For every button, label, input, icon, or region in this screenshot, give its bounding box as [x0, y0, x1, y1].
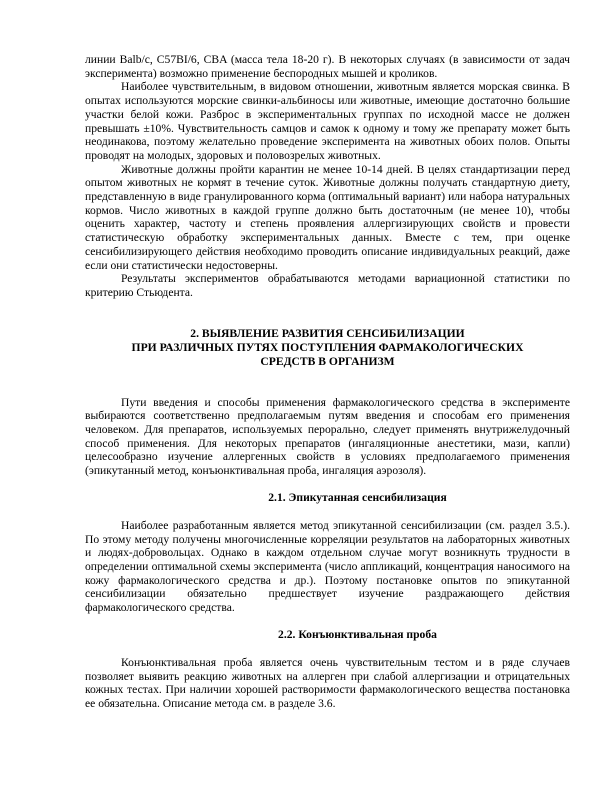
paragraph-animal-lines: линии Balb/c, C57BI/6, CBA (масса тела 18-20 г). В некоторых случаях (в зависимости от задач эксперимента) возможно применение беспородных мышей и кроликов. [85, 53, 570, 80]
paragraph-guinea-pig: Наиболее чувствительным, в видовом отношении, животным является морская свинка. В опытах используются морские свинки-альбиносы или животные, имеющие достаточно большие участки белой кожи. Разброс в экспериментальных группах по исходной массе не должен превышать ±10%. Чувствительность самцов и самок к одному и тому же препарату может быть неодинакова, поэтому желательно проведение эксперимента на животных обоих полов. Опыты проводят на молодых, здоровых и половозрелых животных. [85, 80, 570, 162]
document-page [85, 53, 570, 711]
section-2-title-line-3: СРЕДСТВ В ОРГАНИЗМ [260, 354, 395, 368]
section-2-1-title: 2.1. Эпикутанная сенсибилизация [268, 490, 447, 504]
section-2-title-line-2: ПРИ РАЗЛИЧНЫХ ПУТЯХ ПОСТУПЛЕНИЯ ФАРМАКОЛОГИЧЕСКИХ [131, 340, 524, 354]
section-2-heading [85, 327, 570, 369]
section-2-intro: Пути введения и способы применения фармакологического средства в эксперименте выбираются соответственно предполагаемым путям введения и способам его применения человеком. Для препаратов, используемых перорально, следует применять внутрижелудочный способ применения. Для некоторых препаратов (ингаляционные анестетики, мази, капли) целесообразно изучение аллергенных свойств в условиях предполагаемого применения (эпикутанный метод, конъюнктивальная проба, ингаляция аэрозоля). [85, 395, 570, 478]
section-2-1-text: Наиболее разработанным является метод эпикутанной сенсибилизации (см. раздел 3.5.). По этому методу получены многочисленные корреляции результатов на лабораторных животных и людях-добровольцах. Однако в каждом отдельном случае могут возникнуть трудности в определении оптимальной схемы эксперимента (число аппликаций, концентрация наносимого на кожу фармакологического средства и др.). Поэтому постановке опытов по эпикутанной сенсибилизации обязательно предшествует изучение раздражающего действия фармакологического средства. [85, 518, 570, 615]
section-2-title-line-1: 2. ВЫЯВЛЕНИЕ РАЗВИТИЯ СЕНСИБИЛИЗАЦИИ [190, 326, 465, 340]
paragraph-statistics: Результаты экспериментов обрабатываются методами вариационной статистики по критерию Стьюдента. [85, 272, 570, 299]
section-2-2-title: 2.2. Конъюнктивальная проба [278, 627, 437, 641]
paragraph-quarantine: Животные должны пройти карантин не менее 10-14 дней. В целях стандартизации перед опытом животных не кормят в течение суток. Животные должны получать стандартную диету, представленную в виде гранулированного корма (оптимальный вариант) или набора натуральных кормов. Число животных в каждой группе должно быть достаточным (не менее 10), чтобы оценить характер, частоту и степень проявления аллергизирующих свойств и провести статистическую обработку экспериментальных данных. Вместе с тем, при оценке сенсибилизирующего действия необходимо проводить описание индивидуальных реакций, даже если они статистически недостоверны. [85, 162, 570, 272]
section-2-2-text: Конъюнктивальная проба является очень чувствительным тестом и в ряде случаев позволяет выявить реакцию животных на аллерген при слабой аллергизации и отрицательных кожных тестах. При наличии хорошей растворимости фармакологического вещества постановка ее обязательна. Описание метода см. в разделе 3.6. [85, 655, 570, 710]
